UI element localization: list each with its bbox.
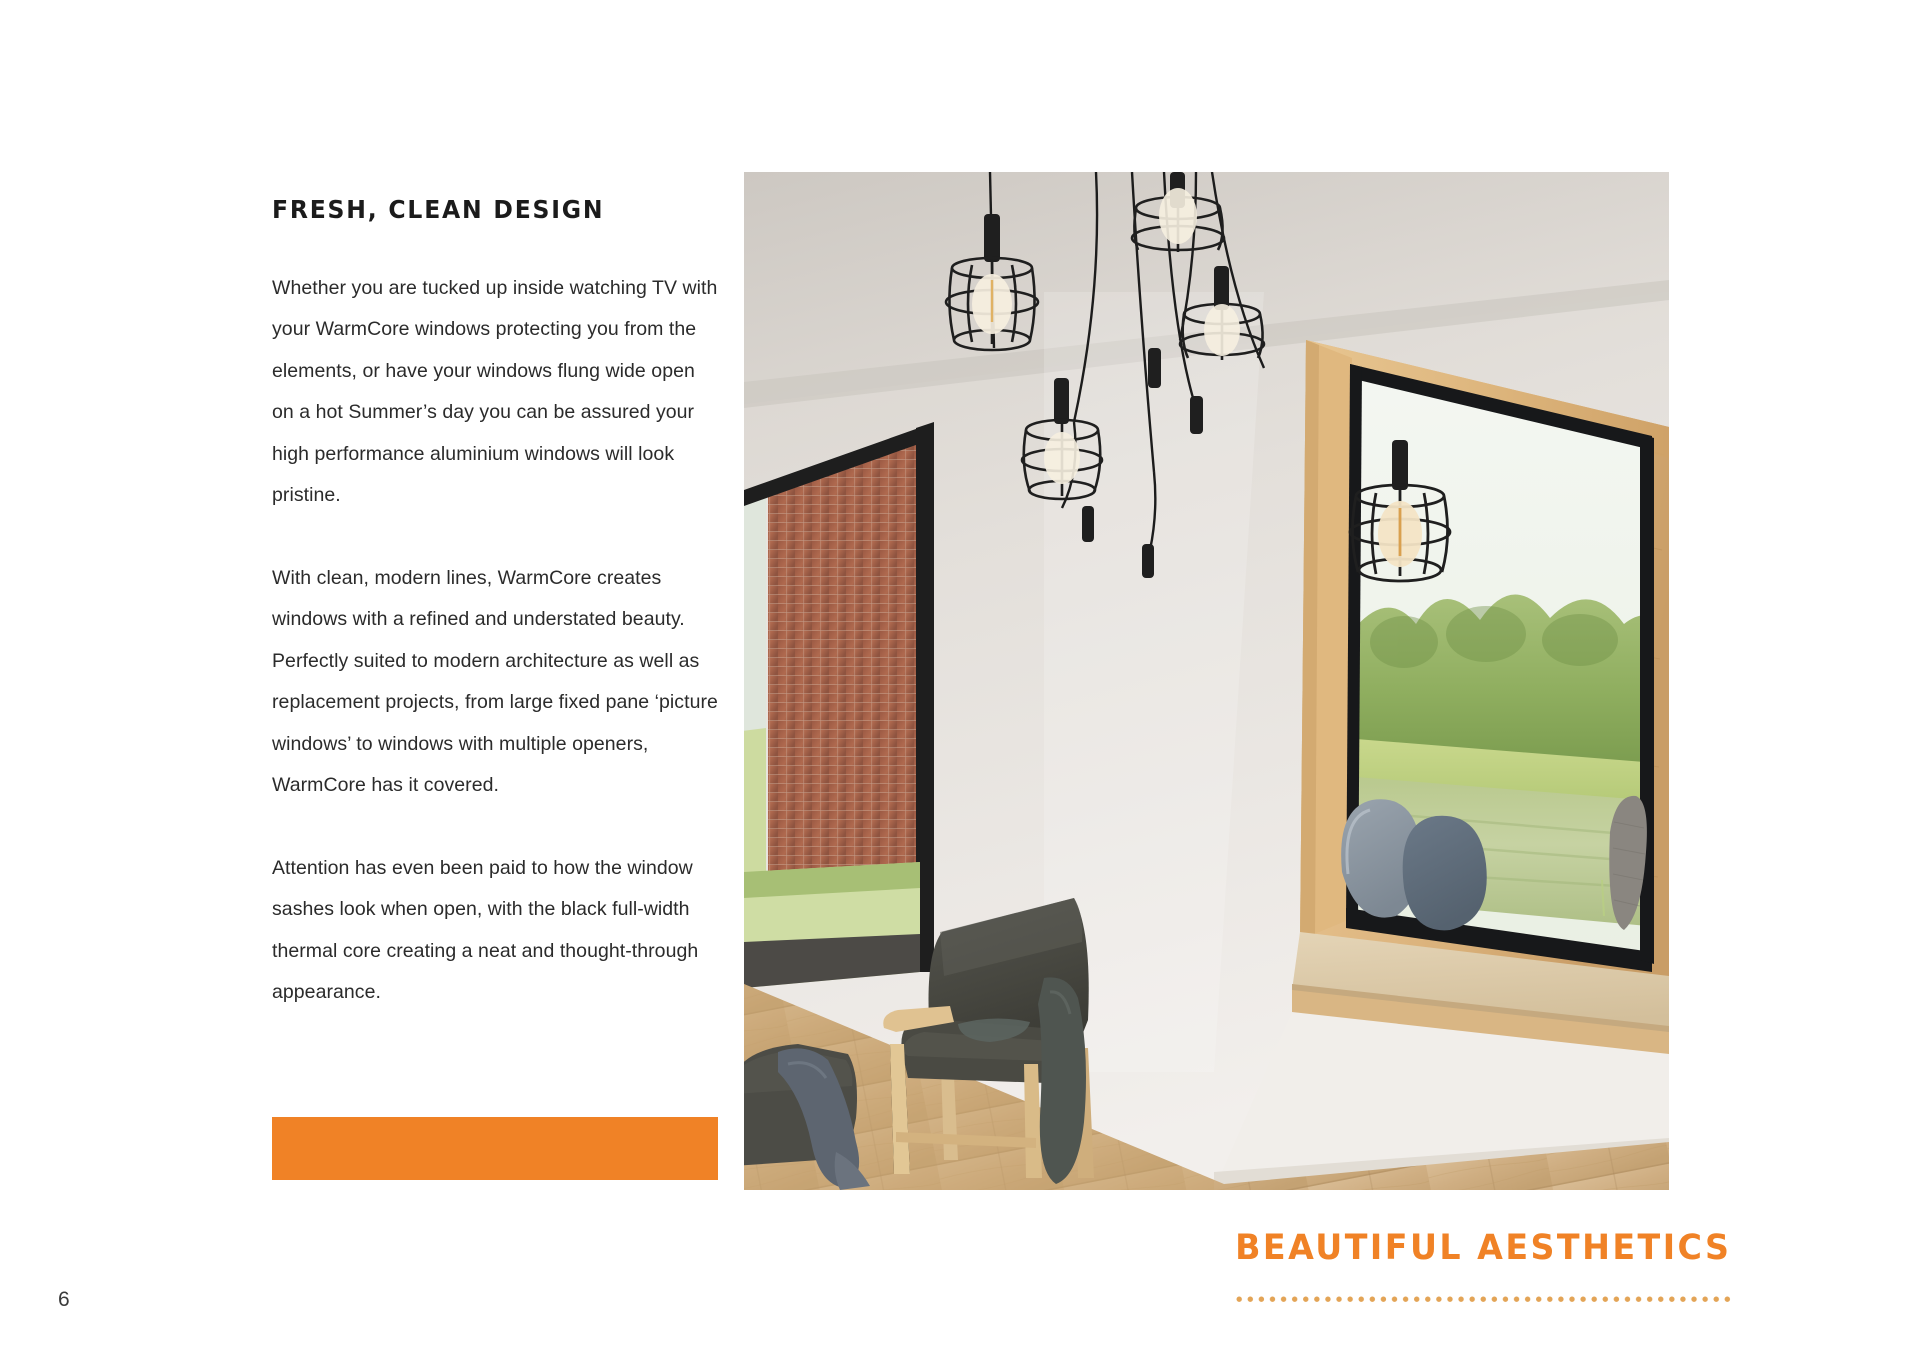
orange-accent-bar <box>272 1117 718 1180</box>
body-paragraph-1: Whether you are tucked up inside watching TV with your WarmCore windows protecting you from the elements, or have your windows flung wide open on a hot Summer’s day you can be assured your high performance aluminium windows will look pristine. <box>272 276 718 506</box>
footer-section-title: BEAUTIFUL AESTHETICS <box>1234 1228 1731 1268</box>
text-column <box>272 196 720 1014</box>
interior-photograph <box>744 172 1669 1190</box>
page-number: 6 <box>58 1288 70 1311</box>
footer-dotted-rule <box>1236 1296 1731 1304</box>
body-paragraph-3: Attention has even been paid to how the window sashes look when open, with the black full-width thermal core creating a neat and thought-through appearance. <box>272 856 699 1003</box>
page-title: FRESH, CLEAN DESIGN <box>272 195 605 224</box>
body-paragraph-2: With clean, modern lines, WarmCore creates windows with a refined and understated beauty. Perfectly suited to modern architecture as well as replacement projects, from large fixed pane ‘picture windows’ to windows with multiple openers, WarmCore has it covered. <box>272 566 718 796</box>
